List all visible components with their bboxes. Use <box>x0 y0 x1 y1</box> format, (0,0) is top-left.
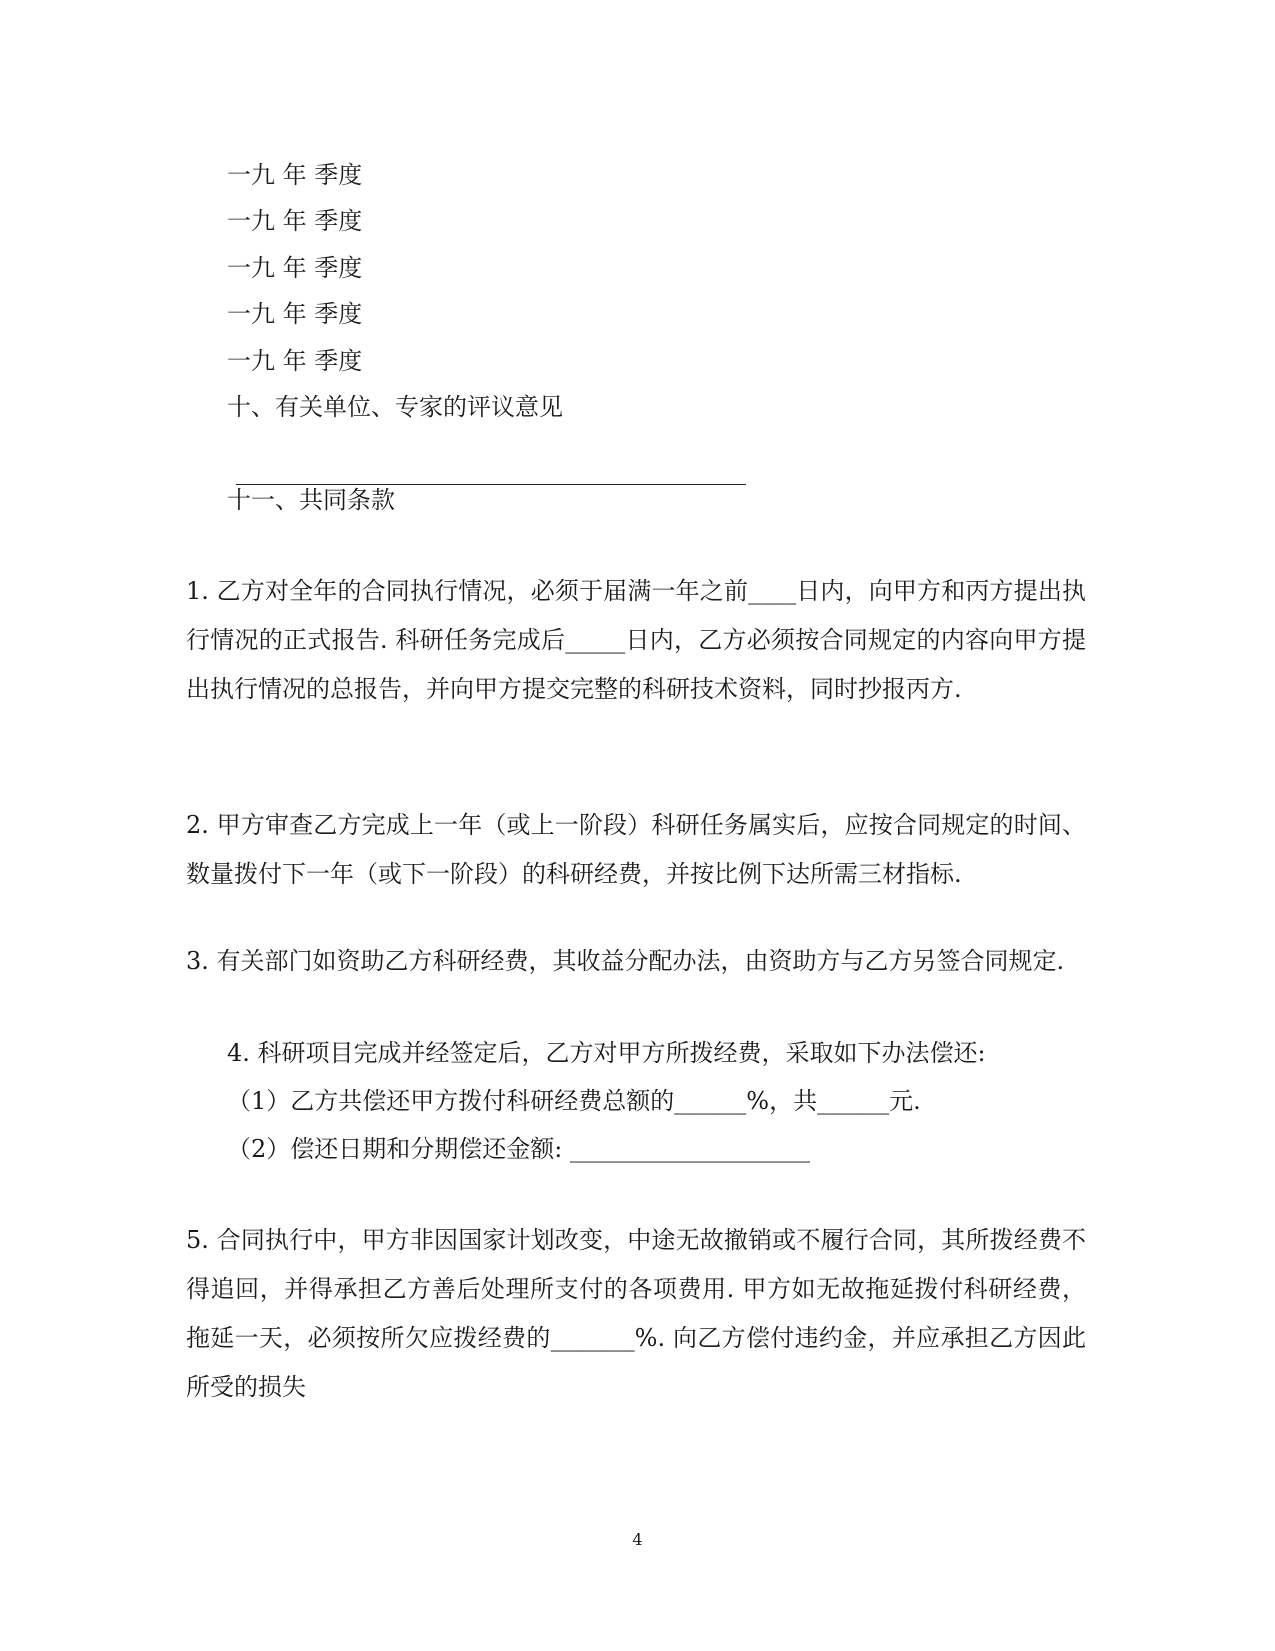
schedule-line: 一九 年 季度 <box>227 161 363 189</box>
schedule-line: 一九 年 季度 <box>227 254 363 282</box>
clause-4-item-2: （2）偿还日期和分期偿还金额: ____________________ <box>227 1135 810 1163</box>
page-number: 4 <box>632 1530 643 1549</box>
clause-3: 3. 有关部门如资助乙方科研经费，其收益分配办法，由资助方与乙方另签合同规定. <box>186 947 1065 975</box>
schedule-line: 一九 年 季度 <box>227 347 363 375</box>
clause-5: 5. 合同执行中，甲方非因国家计划改变，中途无故撤销或不履行合同，其所拨经费不得追回，并得承担乙方善后处理所支付的各项费用. 甲方如无故拖延拨付科研经费，拖延一天，必须按所欠应拨经费的_______%. 向乙方偿付违约金，并应承担乙方因此所受的损失 <box>186 1226 1086 1401</box>
section-10-heading: 十、有关单位、专家的评议意见 <box>227 393 563 421</box>
section-11-heading: 十一、共同条款 <box>227 486 395 514</box>
clause-4: 4. 科研项目完成并经签定后，乙方对甲方所拨经费，采取如下办法偿还: <box>227 1039 986 1067</box>
schedule-line: 一九 年 季度 <box>227 300 363 328</box>
clause-1: 1. 乙方对全年的合同执行情况，必须于届满一年之前____日内，向甲方和丙方提出执行情况的正式报告. 科研任务完成后_____日内，乙方必须按合同规定的内容向甲方提出执行情况的总报告，并向甲方提交完整的科研技术资料，同时抄报丙方. <box>186 577 1086 703</box>
schedule-line: 一九 年 季度 <box>227 207 363 235</box>
clause-4-item-1: （1）乙方共偿还甲方拨付科研经费总额的______%，共______元. <box>227 1087 921 1115</box>
clause-2: 2. 甲方审查乙方完成上一年（或上一阶段）科研任务属实后，应按合同规定的时间、数量拨付下一年（或下一阶段）的科研经费，并按比例下达所需三材指标. <box>186 811 1086 888</box>
